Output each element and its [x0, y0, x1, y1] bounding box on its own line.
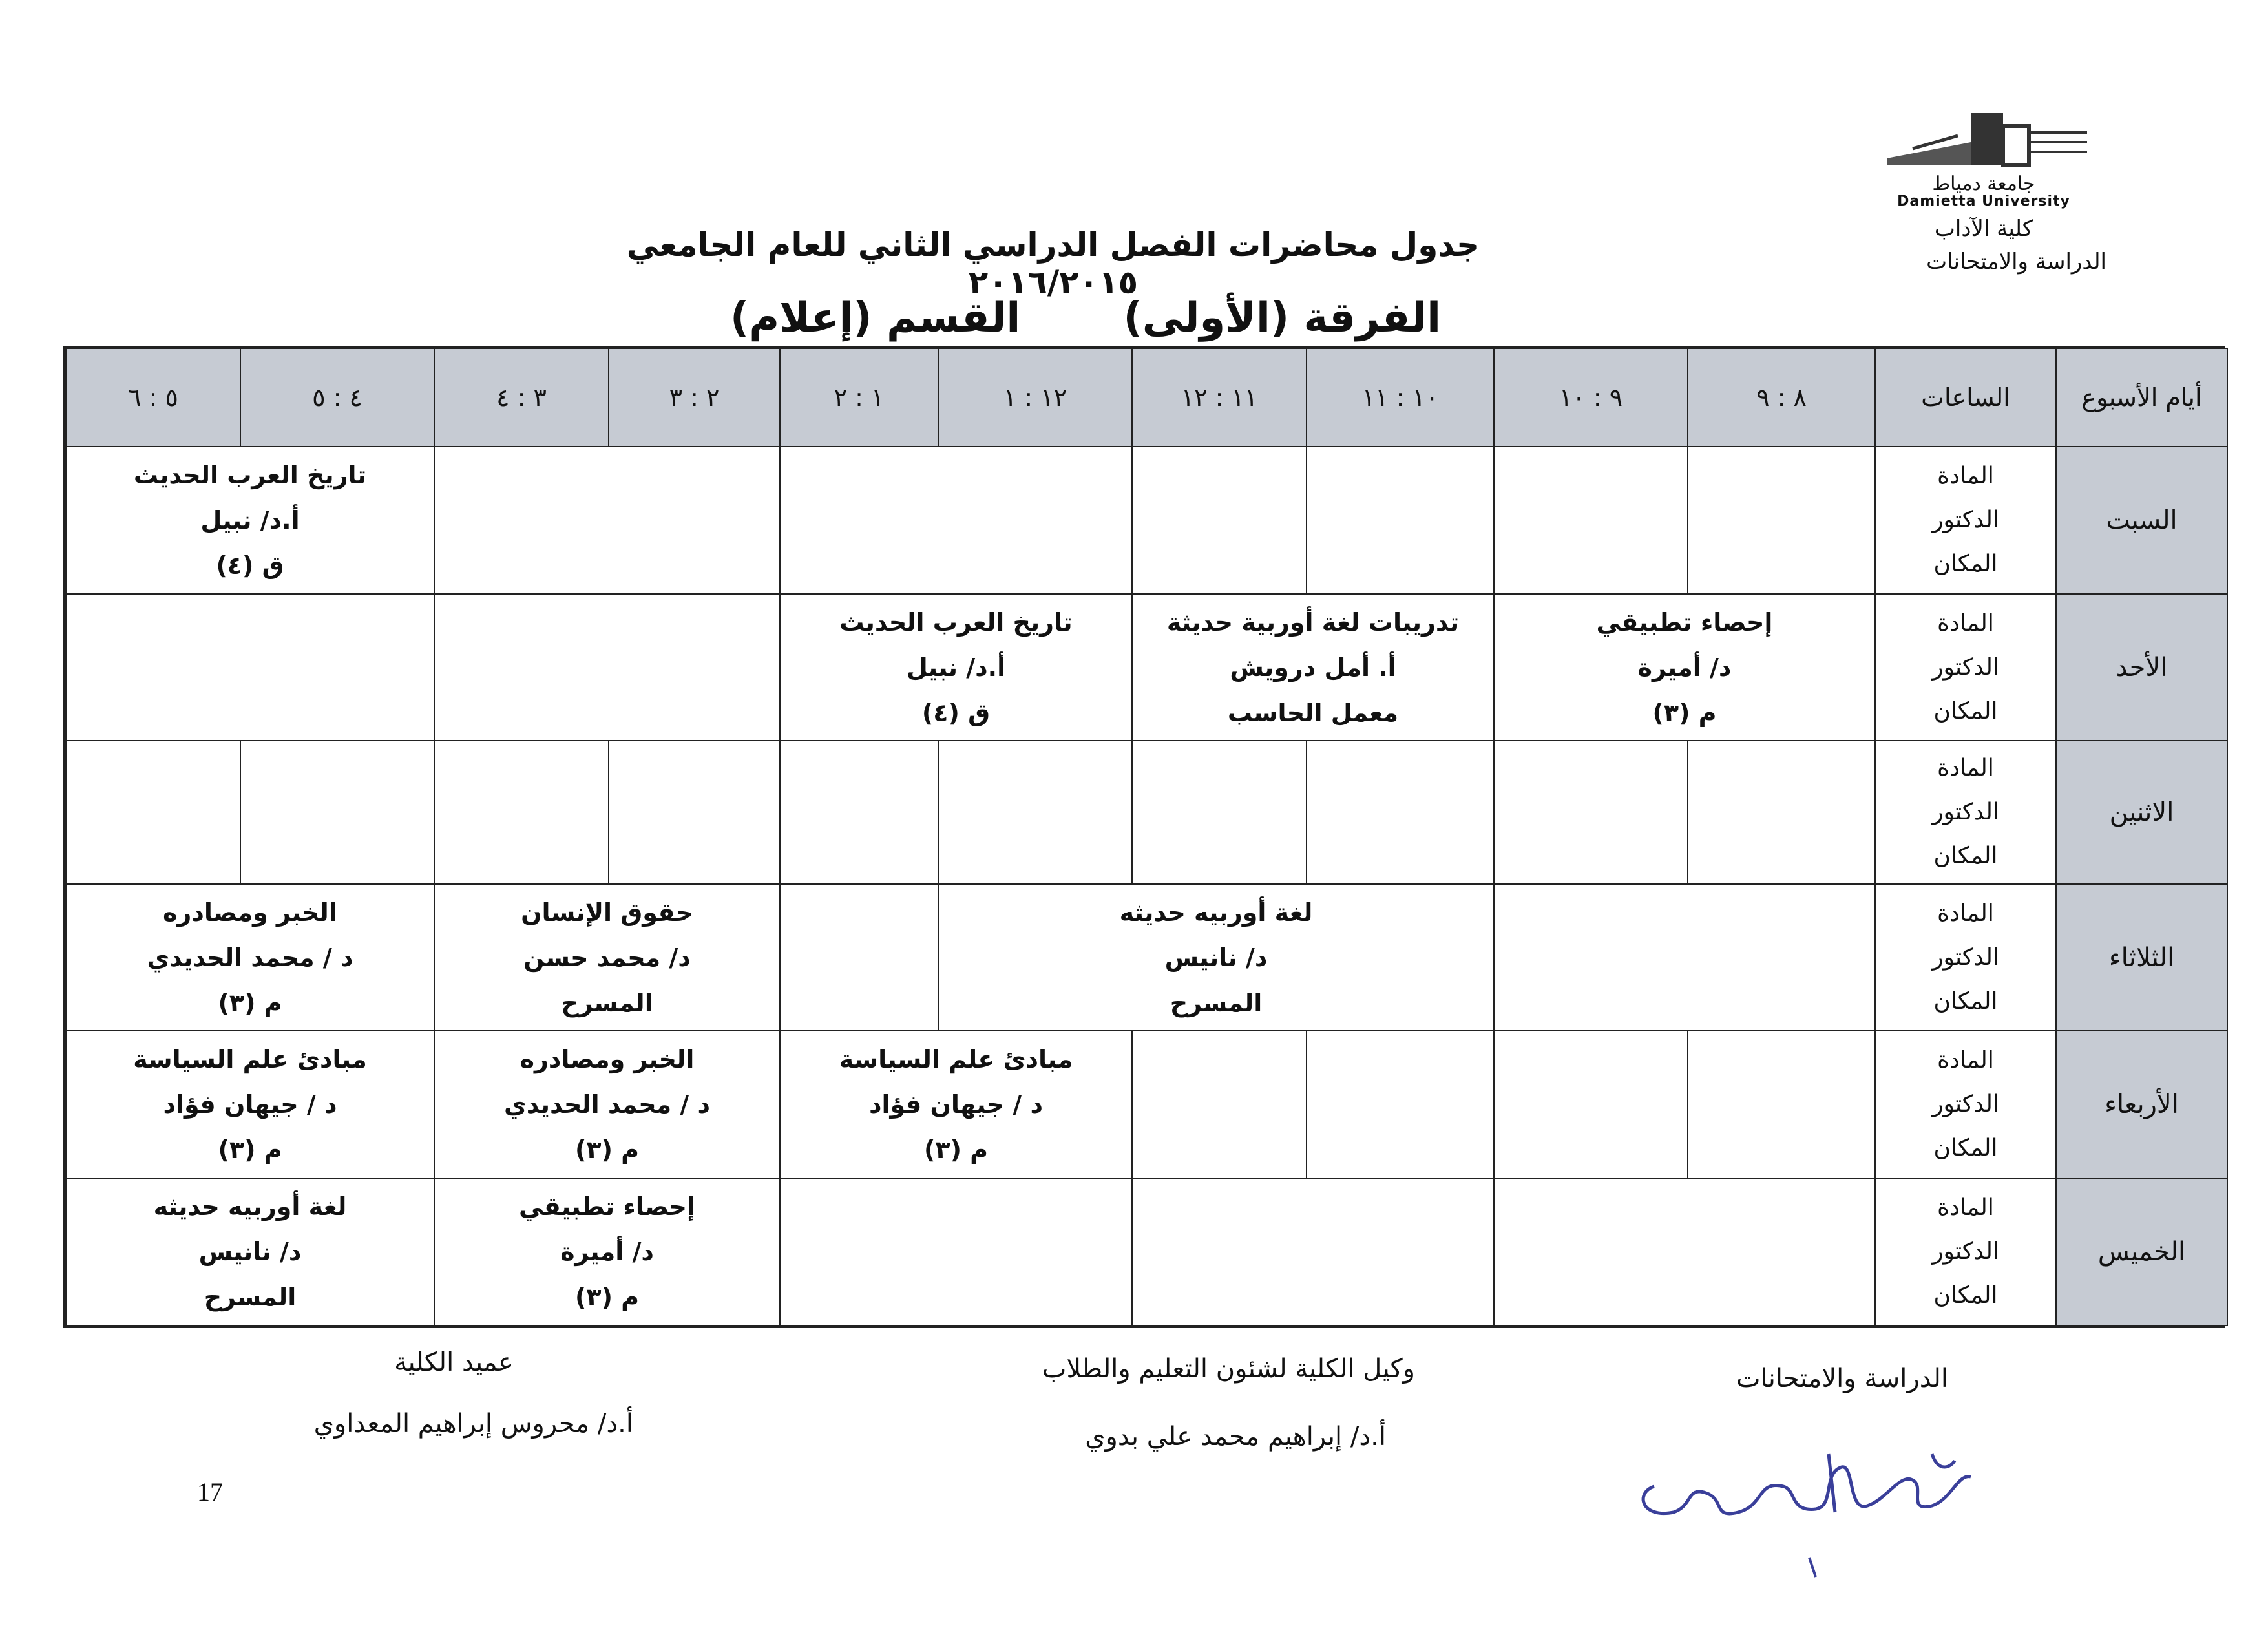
session-subject: حقوق الإنسان	[521, 898, 693, 927]
session-subject: إحصاء تطبيقي	[519, 1192, 695, 1221]
label-doctor: الدكتور	[1932, 653, 1999, 681]
empty-cell	[1132, 741, 1307, 883]
slot-header-2: ٩ : ١٠	[1494, 348, 1688, 447]
section-label: القسم (إعلام)	[730, 294, 1021, 342]
session-doctor: د / محمد الحديدي	[147, 943, 353, 972]
session-doctor: د / محمد الحديدي	[503, 1090, 711, 1119]
session-cell	[1494, 594, 1875, 741]
session-doctor: د/ محمد حسن	[523, 943, 691, 972]
row-labels	[1875, 447, 2056, 594]
university-name-arabic: جامعة دمياط	[1932, 173, 2035, 195]
label-doctor: الدكتور	[1932, 506, 1999, 533]
row-labels	[1875, 594, 2056, 741]
empty-cell	[1494, 1031, 1688, 1178]
label-subject: المادة	[1937, 900, 1994, 927]
session-cell	[434, 884, 780, 1031]
empty-cell	[780, 447, 1132, 594]
session-cell	[1132, 594, 1494, 741]
session-place: المسرح	[561, 988, 653, 1017]
label-doctor: الدكتور	[1932, 1238, 1999, 1265]
slot-header-4: ١١ : ١٢	[1132, 348, 1307, 447]
table-row-wednesday	[66, 1031, 2227, 1178]
session-doctor: د / جيهان فؤاد	[869, 1090, 1043, 1119]
label-doctor: الدكتور	[1932, 944, 1999, 971]
empty-cell	[434, 594, 780, 741]
vice-dean-title: وكيل الكلية لشئون التعليم والطلاب	[1042, 1354, 1415, 1384]
session-subject: تاريخ العرب الحديث	[133, 460, 367, 489]
session-subject: الخبر ومصادره	[520, 1045, 695, 1074]
label-subject: المادة	[1937, 462, 1994, 489]
session-doctor: د/ أميرة	[560, 1238, 654, 1267]
session-place: م (٣)	[218, 1136, 282, 1165]
header-hours: الساعات	[1875, 348, 2056, 447]
session-place: م (٣)	[574, 1283, 640, 1312]
session-subject: تاريخ العرب الحديث	[839, 607, 1073, 637]
row-labels	[1875, 884, 2056, 1031]
session-doctor: د/ نانيس	[198, 1238, 302, 1267]
label-place: المكان	[1933, 1282, 1998, 1309]
empty-cell	[1494, 1178, 1875, 1326]
session-place: م (٣)	[1652, 698, 1717, 727]
label-subject: المادة	[1937, 1047, 1994, 1074]
empty-cell	[1307, 741, 1494, 883]
session-subject: مبادئ علم السياسة	[133, 1045, 367, 1074]
dean-name: أ.د/ محروس إبراهيم المعداوي	[313, 1409, 633, 1439]
slot-header-7: ٢ : ٣	[609, 348, 780, 447]
empty-cell	[1132, 1178, 1494, 1326]
header-days: أيام الأسبوع	[2056, 348, 2227, 447]
session-place: م (٣)	[574, 1136, 640, 1165]
empty-cell	[1494, 884, 1875, 1031]
label-place: المكان	[1933, 988, 1998, 1015]
empty-cell	[1688, 1031, 1875, 1178]
academic-year-label: الفرقة (الأولى)	[1123, 294, 1441, 342]
department-name: الدراسة والامتحانات	[1926, 249, 2106, 275]
session-place: ق (٤)	[921, 698, 991, 727]
row-labels	[1875, 741, 2056, 883]
empty-cell	[1132, 447, 1307, 594]
empty-cell	[66, 594, 434, 741]
slot-header-8: ٣ : ٤	[434, 348, 609, 447]
table-row-saturday	[66, 447, 2227, 594]
session-doctor: د/ أميرة	[1637, 653, 1732, 682]
table-row-monday	[66, 741, 2227, 883]
session-place: المسرح	[1170, 988, 1263, 1017]
label-place: المكان	[1933, 1135, 1998, 1162]
empty-cell	[1494, 741, 1688, 883]
day-tuesday: الثلاثاء	[2056, 884, 2227, 1031]
slot-header-1: ٨ : ٩	[1688, 348, 1875, 447]
vice-dean-name: أ.د/ إبراهيم محمد علي بدوي	[1085, 1422, 1386, 1452]
label-subject: المادة	[1937, 755, 1994, 782]
session-cell	[66, 884, 434, 1031]
session-cell	[938, 884, 1494, 1031]
session-cell	[780, 594, 1132, 741]
empty-cell	[1307, 447, 1494, 594]
row-labels	[1875, 1031, 2056, 1178]
session-place: معمل الحاسب	[1227, 698, 1399, 727]
label-doctor: الدكتور	[1932, 1091, 1999, 1118]
session-doctor: أ.د/ نبيل	[200, 505, 300, 534]
empty-cell	[780, 1178, 1132, 1326]
table-row-sunday	[66, 594, 2227, 741]
session-place: المسرح	[204, 1283, 297, 1312]
label-place: المكان	[1933, 697, 1998, 724]
session-place: م (٣)	[218, 988, 282, 1017]
label-place: المكان	[1933, 550, 1998, 577]
day-sunday: الأحد	[2056, 594, 2227, 741]
faculty-name: كلية الآداب	[1934, 216, 2033, 242]
empty-cell	[66, 741, 240, 883]
empty-cell	[1132, 1031, 1307, 1178]
schedule-table	[63, 346, 2225, 1328]
slot-header-5: ١٢ : ١	[938, 348, 1132, 447]
session-doctor: د / جيهان فؤاد	[163, 1090, 337, 1119]
header-row	[66, 348, 2227, 447]
session-doctor: أ.د/ نبيل	[906, 653, 1006, 682]
page-number: 17	[197, 1477, 223, 1506]
session-cell	[780, 1031, 1132, 1178]
university-logo-block	[1861, 103, 2106, 242]
session-subject: الخبر ومصادره	[163, 898, 337, 927]
session-subject: مبادئ علم السياسة	[839, 1045, 1073, 1074]
row-labels	[1875, 1178, 2056, 1326]
session-cell	[66, 1178, 434, 1326]
session-cell	[66, 447, 434, 594]
session-cell	[434, 1031, 780, 1178]
page-title: جدول محاضرات الفصل الدراسي الثاني للعام الجامعي ٢٠١٦/٢٠١٥	[626, 226, 1480, 301]
session-subject: لغة أوربيه حديثه	[1119, 898, 1313, 927]
day-wednesday: الأربعاء	[2056, 1031, 2227, 1178]
session-subject: لغة أوربيه حديثه	[153, 1192, 347, 1221]
exams-signature-title: الدراسة والامتحانات	[1736, 1364, 1948, 1393]
day-monday: الاثنين	[2056, 741, 2227, 883]
university-name-english: Damietta University	[1897, 193, 2070, 209]
label-place: المكان	[1933, 843, 1998, 870]
table-row-thursday	[66, 1178, 2227, 1326]
session-subject: إحصاء تطبيقي	[1596, 607, 1773, 637]
label-subject: المادة	[1937, 609, 1994, 637]
table-row-tuesday	[66, 884, 2227, 1031]
empty-cell	[609, 741, 780, 883]
session-cell	[66, 1031, 434, 1178]
label-subject: المادة	[1937, 1194, 1994, 1221]
session-place: م (٣)	[923, 1136, 989, 1165]
university-logo-icon	[1874, 103, 2094, 174]
session-cell	[434, 1178, 780, 1326]
empty-cell	[1307, 1031, 1494, 1178]
slot-header-10: ٥ : ٦	[66, 348, 240, 447]
empty-cell	[780, 884, 938, 1031]
dean-title: عميد الكلية	[394, 1347, 514, 1377]
day-thursday: الخميس	[2056, 1178, 2227, 1326]
session-subject: تدريبات لغة أوربية حديثة	[1166, 607, 1460, 637]
empty-cell	[1494, 447, 1688, 594]
empty-cell	[240, 741, 434, 883]
day-saturday: السبت	[2056, 447, 2227, 594]
slot-header-9: ٤ : ٥	[240, 348, 434, 447]
empty-cell	[434, 741, 609, 883]
empty-cell	[938, 741, 1132, 883]
session-doctor: أ. أمل درويش	[1230, 653, 1396, 682]
session-place: ق (٤)	[216, 551, 284, 580]
label-doctor: الدكتور	[1932, 799, 1999, 826]
session-doctor: د/ نانيس	[1164, 943, 1268, 972]
signature-icon	[1628, 1415, 1990, 1583]
slot-header-3: ١٠ : ١١	[1307, 348, 1494, 447]
empty-cell	[1688, 447, 1875, 594]
empty-cell	[434, 447, 780, 594]
empty-cell	[1688, 741, 1875, 883]
empty-cell	[780, 741, 938, 883]
slot-header-6: ١ : ٢	[780, 348, 938, 447]
